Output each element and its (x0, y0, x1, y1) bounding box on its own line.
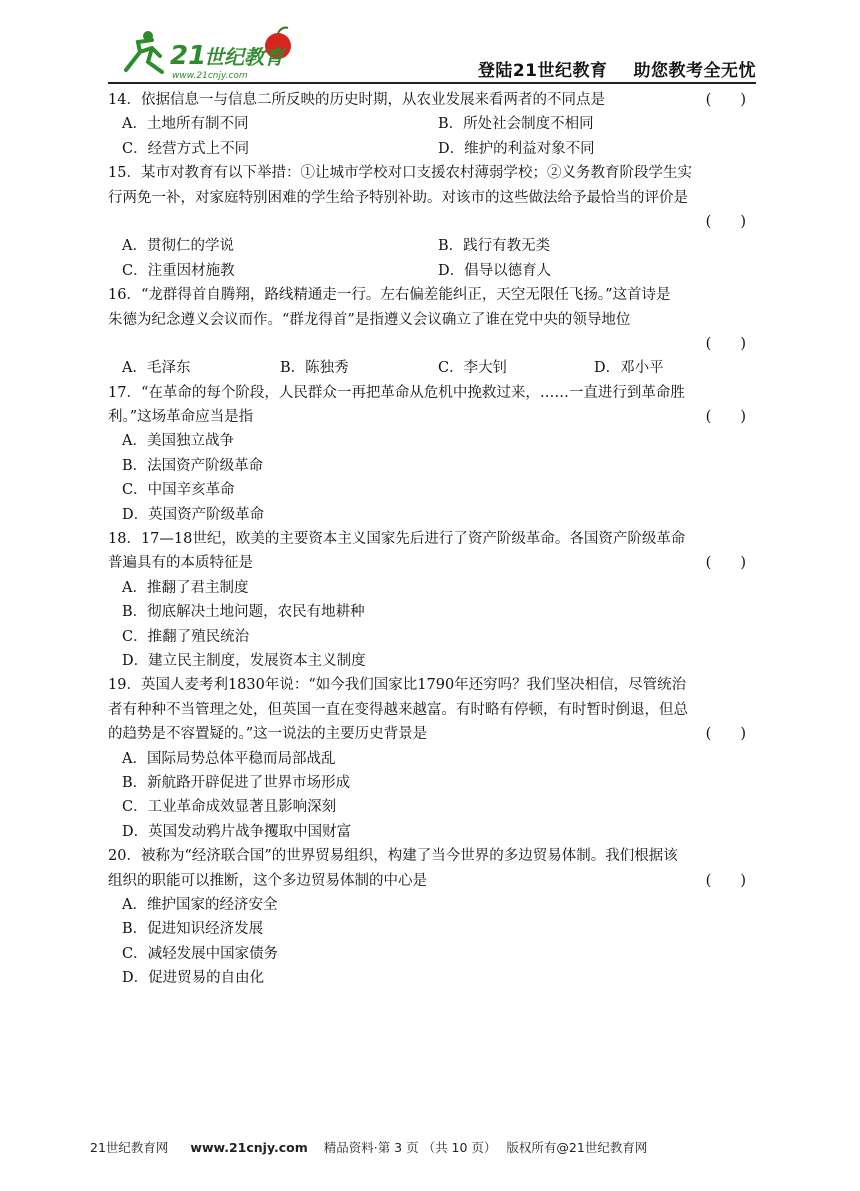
answer-bracket: ( ) (705, 726, 746, 743)
option-d: D．英国资产阶级革命 (122, 506, 265, 523)
option-a: A．国际局势总体平稳而局部战乱 (122, 750, 336, 767)
logo-url: www.21cnjy.com (172, 71, 248, 81)
question-19-stem-line1: 19．英国人麦考利1830年说：“如今我们国家比1790年还穷吗？我们坚决相信，尽管统治 (108, 677, 687, 694)
option-d: D．维护的利益对象不同 (438, 140, 595, 157)
option-a: A．维护国家的经济安全 (122, 896, 278, 913)
question-19-stem-line3: 的趋势是不容置疑的。”这一说法的主要历史背景是 ( ) (108, 722, 756, 746)
option-c: C．推翻了殖民统治 (122, 628, 250, 645)
option-d: D．促进贸易的自由化 (122, 970, 265, 987)
answer-bracket: ( ) (705, 872, 746, 889)
logo-text: 世纪教育 (204, 45, 284, 69)
option-d: D．邓小平 (594, 360, 664, 377)
question-15-options-row2 (108, 259, 756, 283)
answer-bracket: ( ) (705, 335, 746, 352)
question-list (108, 88, 756, 990)
option-b: B．陈独秀 (280, 360, 349, 377)
answer-bracket: ( ) (705, 92, 746, 108)
page-header (108, 22, 756, 84)
option-c: C．李大钊 (438, 360, 508, 377)
question-18-stem-line2: 普遍具有的本质特征是 ( ) (108, 551, 756, 575)
option-a: A．毛泽东 (122, 360, 191, 377)
question-20-stem-line2: 组织的职能可以推断，这个多边贸易体制的中心是 ( ) (108, 869, 756, 893)
footer-site-name: 21世纪教育网 (90, 1140, 169, 1155)
option-a: A．贯彻仁的学说 (122, 238, 234, 255)
site-logo[interactable] (108, 22, 308, 82)
option-d: D．建立民主制度，发展资本主义制度 (122, 652, 366, 669)
question-15-bracket-line (108, 210, 756, 234)
question-16-stem-line1: 16．“龙群得首自腾翔，路线精通走一行。左右偏差能纠正，天空无限任飞扬。”这首诗是 (108, 287, 671, 304)
answer-bracket: ( ) (705, 555, 746, 572)
answer-bracket: ( ) (705, 409, 746, 426)
slogan-right: 助您教考全无忧 (633, 61, 756, 81)
header-slogan (478, 56, 756, 81)
header-divider (108, 82, 756, 84)
question-16-stem-line2: 朱德为纪念遵义会议而作。“群龙得首”是指遵义会议确立了谁在党中央的领导地位 (108, 311, 631, 328)
slogan-left: 登陆21世纪教育 (477, 61, 608, 81)
svg-text:21: 21 (170, 41, 207, 71)
option-d: D．倡导以德育人 (438, 262, 552, 279)
option-b: B．所处社会制度不相同 (438, 116, 594, 133)
footer-page-info: 精品资料·第 3 页 （共 10 页） (323, 1140, 497, 1155)
footer-url-link[interactable]: www.21cnjy.com (190, 1140, 308, 1155)
question-14-stem: 14．依据信息一与信息二所反映的历史时期，从农业发展来看两者的不同点是 ( ) (108, 88, 756, 112)
option-a: A．推翻了君主制度 (122, 579, 249, 596)
question-14-options-row1 (108, 112, 756, 136)
option-c: C．经营方式上不同 (122, 140, 250, 157)
question-15-stem-line1: 15．某市对教育有以下举措：①让城市学校对口支援农村薄弱学校；②义务教育阶段学生实 (108, 165, 692, 182)
question-18-stem-line1: 18．17—18世纪，欧美的主要资本主义国家先后进行了资产阶级革命。各国资产阶级革命 (108, 531, 686, 548)
question-17-stem-line2: 利。”这场革命应当是指 ( ) (108, 405, 756, 429)
option-c: C．工业革命成效显著且影响深刻 (122, 799, 337, 816)
question-16-options (108, 356, 756, 380)
question-17-stem-line1: 17．“在革命的每个阶段，人民群众一再把革命从危机中挽救过来，……一直进行到革命胜 (108, 384, 685, 401)
question-20-stem-line1: 20．被称为“经济联合国”的世界贸易组织，构建了当今世界的多边贸易体制。我们根据该 (108, 848, 678, 865)
question-14-options-row2 (108, 137, 756, 161)
page-footer (90, 1138, 770, 1156)
option-b: B．彻底解决土地问题，农民有地耕种 (122, 604, 365, 621)
option-b: B．法国资产阶级革命 (122, 457, 264, 474)
question-15-options-row1 (108, 234, 756, 258)
option-c: C．注重因材施教 (122, 262, 235, 279)
option-b: B．促进知识经济发展 (122, 921, 264, 938)
option-c: C．减轻发展中国家债务 (122, 945, 279, 962)
option-d: D．英国发动鸦片战争攫取中国财富 (122, 823, 352, 840)
option-b: B．新航路开辟促进了世界市场形成 (122, 774, 351, 791)
question-19-stem-line2: 者有种种不当管理之处，但英国一直在变得越来越富。有时略有停顿，有时暂时倒退，但总 (108, 701, 688, 718)
option-c: C．中国辛亥革命 (122, 482, 235, 499)
question-16-bracket-line (108, 332, 756, 356)
option-a: A．土地所有制不同 (122, 116, 249, 133)
option-b: B．践行有教无类 (438, 238, 551, 255)
answer-bracket: ( ) (705, 213, 746, 230)
option-a: A．美国独立战争 (122, 433, 234, 450)
footer-copyright: 版权所有@21世纪教育网 (506, 1140, 648, 1155)
question-15-stem-line2: 行两免一补，对家庭特别困难的学生给予特别补助。对该市的这些做法给予最恰当的评价是 (108, 189, 688, 206)
